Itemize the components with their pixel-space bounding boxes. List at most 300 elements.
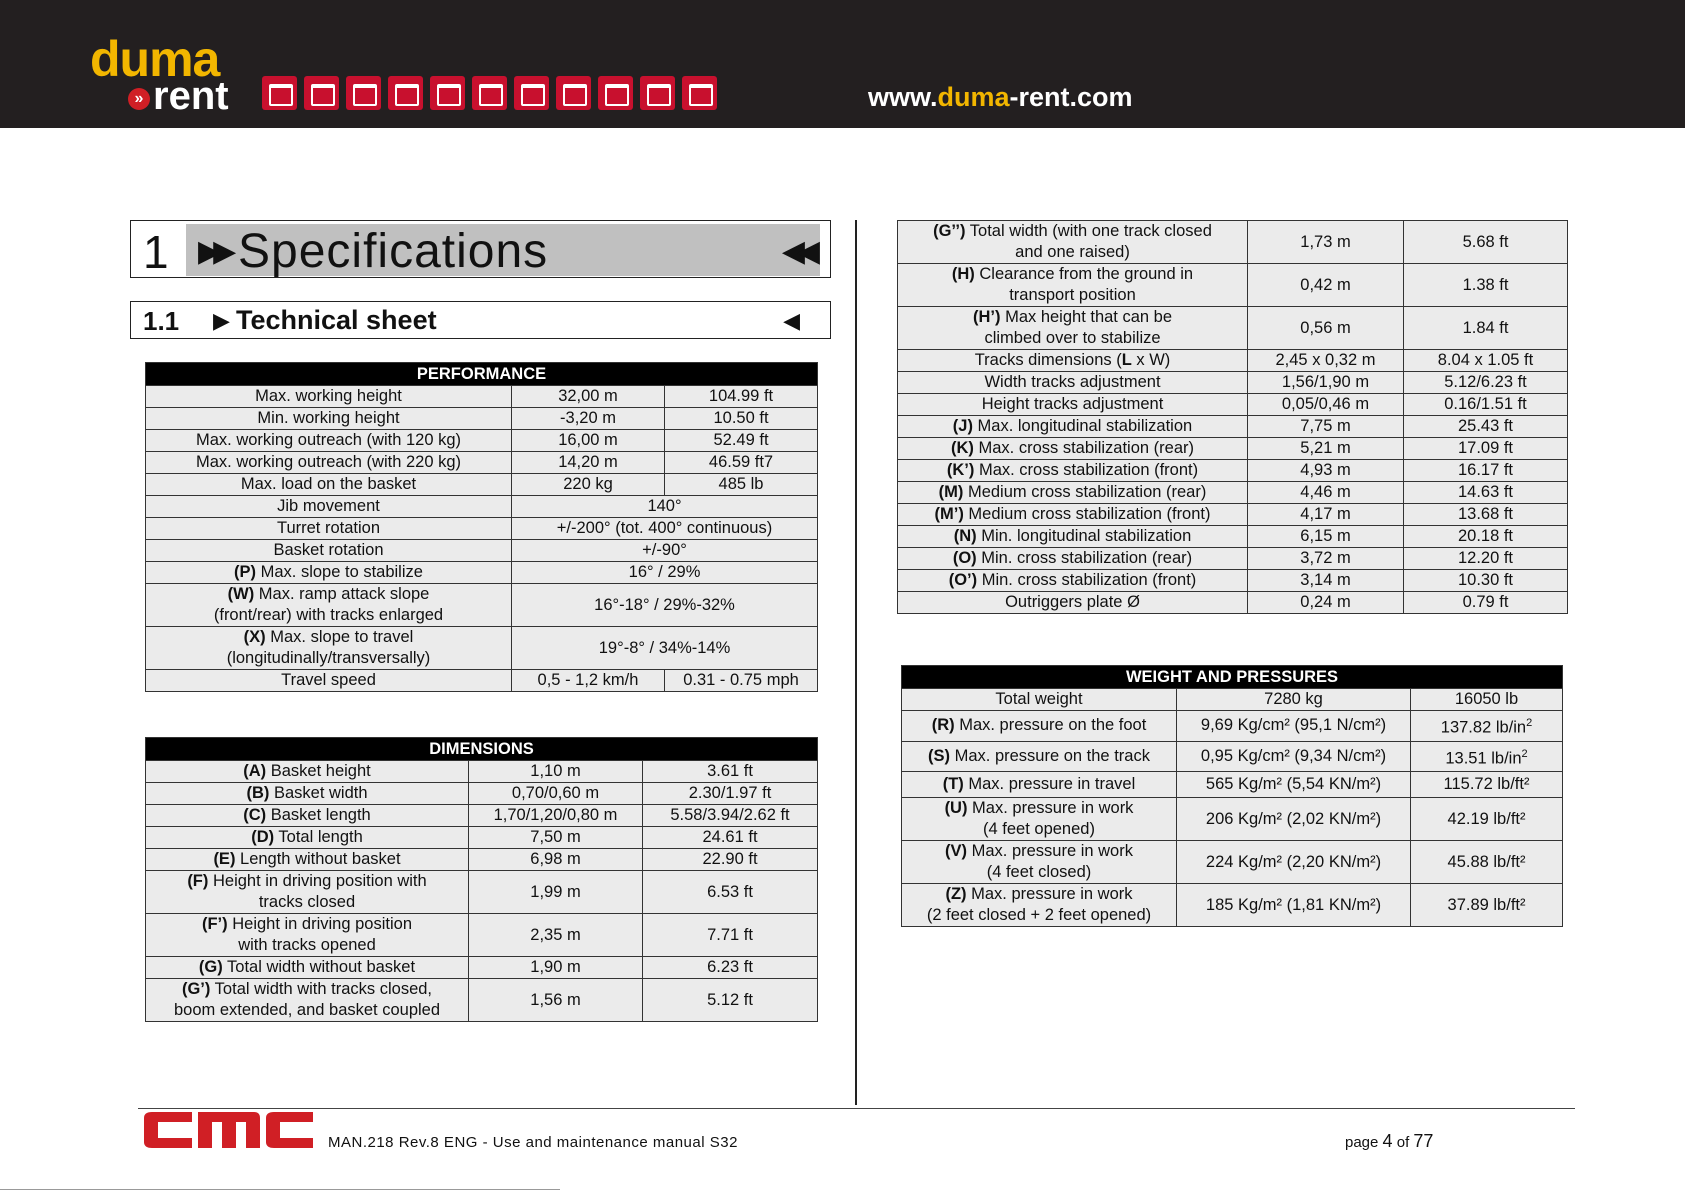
logo-duma-text: duma — [90, 31, 220, 87]
label-code: (B) — [246, 784, 270, 802]
table-row — [146, 540, 818, 562]
imperial-value: 24.61 ft — [643, 827, 818, 849]
trailer-lift-icon — [682, 76, 717, 110]
label-code: (W) — [227, 585, 255, 603]
label-text: Height tracks adjustment — [981, 395, 1164, 413]
metric-value: 1,56 m — [469, 979, 643, 1022]
merged-value: +/-90° — [512, 540, 818, 562]
order-picker-icon — [304, 76, 339, 110]
table-row — [146, 386, 818, 408]
header-bar — [0, 0, 1685, 128]
label-code: (K’) — [946, 461, 975, 479]
imperial-value: 45.88 lb/ft² — [1411, 841, 1563, 884]
label-text: Total width without basket — [222, 958, 416, 976]
label-code: (X) — [243, 628, 266, 646]
row-label — [898, 394, 1248, 416]
merged-value: 140° — [512, 496, 818, 518]
subsection-label: Technical sheet — [236, 305, 437, 335]
label-text: Height in driving position with — [208, 872, 427, 890]
label-code: (J) — [952, 417, 973, 435]
row-label — [146, 430, 512, 452]
dimensions-continued-table — [897, 220, 1568, 614]
page-word: page — [1345, 1134, 1383, 1151]
logo-rent-text: rent — [153, 74, 229, 118]
row-label — [902, 711, 1177, 742]
imperial-value: 13.68 ft — [1404, 504, 1568, 526]
metric-value: 7,50 m — [469, 827, 643, 849]
forward-arrows-icon: ▶▶ — [198, 235, 229, 268]
row-label — [146, 496, 512, 518]
metric-value: 0,5 - 1,2 km/h — [512, 670, 665, 692]
table-row — [146, 805, 818, 827]
merged-value: +/-200° (tot. 400° continuous) — [512, 518, 818, 540]
imperial-value: 10.30 ft — [1404, 570, 1568, 592]
metric-value: 4,17 m — [1248, 504, 1404, 526]
label-code: (P) — [234, 563, 257, 581]
telehandler-icon — [598, 76, 633, 110]
section-number: 1 — [143, 226, 169, 278]
scissor-lift-icon — [346, 76, 381, 110]
label-text: (front/rear) with tracks enlarged — [213, 606, 444, 624]
imperial-value: 17.09 ft — [1404, 438, 1568, 460]
imperial-value: 104.99 ft — [665, 386, 818, 408]
label-code: (E) — [213, 850, 236, 868]
row-label: Total weight — [902, 689, 1177, 711]
label-text: Max. pressure in work — [967, 842, 1133, 860]
table-row — [898, 570, 1568, 592]
label-text: tracks closed — [258, 893, 356, 911]
label-text: Length without basket — [235, 850, 401, 868]
row-label — [146, 540, 512, 562]
row-label: Travel speed — [146, 670, 512, 692]
row-label — [898, 592, 1248, 614]
row-label — [146, 783, 469, 805]
label-text: climbed over to stabilize — [984, 329, 1161, 347]
row-label — [146, 914, 469, 957]
metric-value: 0,70/0,60 m — [469, 783, 643, 805]
imperial-value: 5.68 ft — [1404, 221, 1568, 264]
metric-value: 206 Kg/m² (2,02 KN/m²) — [1177, 798, 1411, 841]
label-text: Max. pressure in work — [966, 885, 1133, 903]
row-label — [902, 741, 1177, 772]
label-text: Max. ramp attack slope — [254, 585, 430, 603]
dimensions-heading: DIMENSIONS — [146, 738, 818, 761]
website-brand: duma — [937, 82, 1010, 112]
imperial-value: 52.49 ft — [665, 430, 818, 452]
table-row — [146, 849, 818, 871]
back-arrow-icon[interactable]: ◀ — [783, 308, 800, 333]
label-text: Tracks dimensions ( — [974, 351, 1122, 369]
row-label — [146, 408, 512, 430]
tracked-lift-icon — [556, 76, 591, 110]
imperial-value: 5.12/6.23 ft — [1404, 372, 1568, 394]
label-text: Medium cross stabilization (front) — [963, 505, 1211, 523]
table-row — [146, 562, 818, 584]
table-row — [902, 711, 1563, 742]
row-label — [898, 504, 1248, 526]
imperial-value: 16.17 ft — [1404, 460, 1568, 482]
table-row — [898, 350, 1568, 372]
imperial-value: 16050 lb — [1411, 689, 1563, 711]
label-text: Min. longitudinal stabilization — [976, 527, 1192, 545]
label-code: (H) — [951, 265, 975, 283]
label-text: Turret rotation — [276, 519, 380, 537]
label-code: (K) — [951, 439, 974, 457]
label-code: (S) — [928, 746, 951, 765]
table-row — [146, 914, 818, 957]
excavator-icon — [430, 76, 465, 110]
label-code: (O) — [952, 549, 977, 567]
label-code: (Z) — [945, 885, 967, 903]
imperial-value: 5.12 ft — [643, 979, 818, 1022]
row-label — [146, 518, 512, 540]
cmc-logo-icon — [142, 1110, 315, 1150]
table-row — [146, 627, 818, 670]
label-text: Max. working outreach (with 120 kg) — [195, 431, 462, 449]
table-row — [146, 827, 818, 849]
table-row — [898, 504, 1568, 526]
imperial-value: 6.23 ft — [643, 957, 818, 979]
row-label — [146, 474, 512, 496]
label-text: Min. working height — [257, 409, 400, 427]
row-label — [146, 584, 512, 627]
back-arrows-icon[interactable]: ◀◀ — [781, 235, 812, 268]
column-divider — [855, 220, 857, 1105]
metric-value: 1,90 m — [469, 957, 643, 979]
metric-value: 4,46 m — [1248, 482, 1404, 504]
metric-value: 0,56 m — [1248, 307, 1404, 350]
label-text: (4 feet opened) — [983, 820, 1095, 838]
imperial-value — [1411, 741, 1563, 772]
metric-value: 0,95 Kg/cm² (9,34 N/cm²) — [1177, 741, 1411, 772]
label-code: (H’) — [972, 308, 1001, 326]
merged-value: 16°-18° / 29%-32% — [512, 584, 818, 627]
row-label — [902, 772, 1177, 798]
metric-value: 565 Kg/m² (5,54 KN/m²) — [1177, 772, 1411, 798]
weight-pressures-table — [901, 665, 1563, 927]
metric-value: 2,45 x 0,32 m — [1248, 350, 1404, 372]
row-label — [902, 841, 1177, 884]
label-text: Total length — [274, 828, 363, 846]
label-text: Max. cross stabilization (front) — [974, 461, 1199, 479]
label-text: Basket height — [266, 762, 371, 780]
metric-value: 1,73 m — [1248, 221, 1404, 264]
row-label — [146, 849, 469, 871]
metric-value: 3,14 m — [1248, 570, 1404, 592]
performance-table — [145, 362, 818, 692]
table-row — [146, 871, 818, 914]
label-text: (longitudinally/transversally) — [226, 649, 431, 667]
logo-arrow-icon: » — [128, 88, 150, 110]
metric-value: 6,98 m — [469, 849, 643, 871]
table-row — [902, 689, 1563, 711]
label-text: Max. working height — [255, 387, 402, 405]
table-row — [902, 772, 1563, 798]
label-code: L — [1121, 351, 1132, 369]
table-row — [146, 408, 818, 430]
label-text: Medium cross stabilization (rear) — [963, 483, 1207, 501]
table-row — [898, 264, 1568, 307]
metric-value: 6,15 m — [1248, 526, 1404, 548]
label-text: boom extended, and basket coupled — [173, 1001, 441, 1019]
crane-icon — [640, 76, 675, 110]
label-text: Max. pressure in work — [967, 799, 1134, 817]
metric-value: 3,72 m — [1248, 548, 1404, 570]
table-row — [898, 482, 1568, 504]
machine-icons — [262, 76, 717, 110]
row-label — [898, 221, 1248, 264]
imperial-value: 10.50 ft — [665, 408, 818, 430]
label-text: Basket width — [269, 784, 368, 802]
imperial-value: 2.30/1.97 ft — [643, 783, 818, 805]
spider-lift-icon — [472, 76, 507, 110]
imperial-value: 0.79 ft — [1404, 592, 1568, 614]
of-word: of — [1392, 1134, 1414, 1151]
table-row — [146, 783, 818, 805]
table-row — [146, 474, 818, 496]
imperial-value: 1.38 ft — [1404, 264, 1568, 307]
row-label — [898, 438, 1248, 460]
label-code: (G) — [198, 958, 223, 976]
superscript: 2 — [1526, 717, 1533, 729]
row-label — [898, 264, 1248, 307]
truck-platform-icon — [514, 76, 549, 110]
metric-value: 1,56/1,90 m — [1248, 372, 1404, 394]
row-label — [902, 798, 1177, 841]
row-label — [902, 884, 1177, 927]
imperial-value: 22.90 ft — [643, 849, 818, 871]
row-label — [146, 386, 512, 408]
imperial-value: 6.53 ft — [643, 871, 818, 914]
label-text: Max. pressure on the foot — [954, 716, 1147, 735]
metric-value: 4,93 m — [1248, 460, 1404, 482]
row-label — [898, 570, 1248, 592]
table-row — [146, 430, 818, 452]
section-band — [186, 224, 820, 276]
label-text: Total width with tracks closed, — [210, 980, 433, 998]
boom-lift-icon — [388, 76, 423, 110]
table-row — [898, 416, 1568, 438]
row-label — [146, 627, 512, 670]
label-text: Min. cross stabilization (rear) — [976, 549, 1193, 567]
row-label — [146, 562, 512, 584]
imperial-value: 46.59 ft7 — [665, 452, 818, 474]
label-code: (G’) — [181, 980, 211, 998]
page-number: 4 — [1382, 1131, 1393, 1151]
table-row — [146, 518, 818, 540]
table-row — [898, 372, 1568, 394]
forward-arrow-icon: ▶ — [213, 308, 230, 333]
forklift-icon — [262, 76, 297, 110]
label-text: Min. cross stabilization (front) — [977, 571, 1197, 589]
imperial-value: 25.43 ft — [1404, 416, 1568, 438]
imperial-value: 0.31 - 0.75 mph — [665, 670, 818, 692]
label-text: Max. pressure in travel — [963, 775, 1136, 793]
imperial-text: 13.51 lb/in — [1445, 749, 1522, 767]
metric-value: 2,35 m — [469, 914, 643, 957]
row-label — [898, 460, 1248, 482]
metric-value: 0,24 m — [1248, 592, 1404, 614]
label-text: Max. cross stabilization (rear) — [973, 439, 1194, 457]
metric-value: 185 Kg/m² (1,81 KN/m²) — [1177, 884, 1411, 927]
metric-value: 14,20 m — [512, 452, 665, 474]
label-text: with tracks opened — [238, 936, 376, 954]
subsection-title — [130, 301, 831, 339]
metric-value: 1,10 m — [469, 761, 643, 783]
label-code: (D) — [251, 828, 275, 846]
row-label — [146, 761, 469, 783]
row-label — [898, 372, 1248, 394]
merged-value: 19°-8° / 34%-14% — [512, 627, 818, 670]
row-label — [146, 827, 469, 849]
bottom-rule — [0, 1189, 560, 1190]
label-code: (M’) — [934, 505, 964, 523]
metric-value: 224 Kg/m² (2,20 KN/m²) — [1177, 841, 1411, 884]
subsection-number: 1.1 — [143, 306, 180, 336]
metric-value: 7280 kg — [1177, 689, 1411, 711]
label-code: (V) — [945, 842, 968, 860]
metric-value: 32,00 m — [512, 386, 665, 408]
metric-value: 1,99 m — [469, 871, 643, 914]
label-text: Basket length — [266, 806, 371, 824]
row-label — [146, 805, 469, 827]
label-text: Jib movement — [277, 497, 380, 515]
label-text: Max. load on the basket — [240, 475, 417, 493]
table-row — [902, 798, 1563, 841]
weight-heading: WEIGHT AND PRESSURES — [902, 666, 1563, 689]
label-code: (T) — [942, 775, 964, 793]
label-text: Max. longitudinal stabilization — [972, 417, 1193, 435]
row-label — [898, 482, 1248, 504]
metric-value: 1,70/1,20/0,80 m — [469, 805, 643, 827]
label-text: (2 feet closed + 2 feet opened) — [926, 906, 1152, 924]
label-text: Total width (with one track closed — [965, 222, 1212, 240]
label-text: Max height that can be — [1000, 308, 1173, 326]
label-code: (F) — [187, 872, 209, 890]
label-text: Outriggers plate Ø — [1005, 593, 1140, 611]
footer-rule — [138, 1108, 1575, 1109]
imperial-value: 5.58/3.94/2.62 ft — [643, 805, 818, 827]
table-row — [146, 670, 818, 692]
label-text: Basket rotation — [273, 541, 384, 559]
row-label — [898, 307, 1248, 350]
imperial-value: 3.61 ft — [643, 761, 818, 783]
imperial-value: 14.63 ft — [1404, 482, 1568, 504]
row-label — [898, 350, 1248, 372]
manual-reference: MAN.218 Rev.8 ENG - Use and maintenance manual S32 — [328, 1134, 738, 1151]
label-text: and one raised) — [1015, 243, 1130, 261]
row-label — [146, 957, 469, 979]
imperial-value: 1.84 ft — [1404, 307, 1568, 350]
label-text: x W) — [1131, 351, 1171, 369]
table-row — [146, 957, 818, 979]
metric-value: 0,42 m — [1248, 264, 1404, 307]
label-code: (N) — [953, 527, 977, 545]
label-text: Height in driving position — [227, 915, 412, 933]
label-code: (M) — [938, 483, 964, 501]
imperial-text: 137.82 lb/in — [1440, 718, 1527, 737]
section-label: Specifications — [238, 225, 549, 278]
metric-value: 9,69 Kg/cm² (95,1 N/cm²) — [1177, 711, 1411, 742]
table-row — [898, 592, 1568, 614]
website-prefix: www. — [868, 82, 938, 112]
label-text: transport position — [1009, 286, 1136, 304]
table-row — [146, 496, 818, 518]
label-code: (F’) — [201, 915, 228, 933]
row-label — [898, 526, 1248, 548]
section-title — [130, 220, 831, 278]
row-label — [146, 979, 469, 1022]
row-label — [898, 416, 1248, 438]
table-row — [898, 221, 1568, 264]
metric-value: 220 kg — [512, 474, 665, 496]
label-text: Width tracks adjustment — [984, 373, 1161, 391]
label-text: Max. pressure on the track — [950, 746, 1150, 765]
label-text: (4 feet closed) — [986, 863, 1092, 881]
imperial-value: 20.18 ft — [1404, 526, 1568, 548]
row-label — [898, 548, 1248, 570]
superscript: 2 — [1521, 747, 1528, 760]
imperial-value: 115.72 lb/ft² — [1411, 772, 1563, 798]
metric-value: 5,21 m — [1248, 438, 1404, 460]
page-indicator — [1345, 1131, 1433, 1152]
label-code: (R) — [931, 716, 955, 735]
table-row — [898, 307, 1568, 350]
performance-heading: PERFORMANCE — [146, 363, 818, 386]
website-suffix: -rent.com — [1009, 82, 1133, 112]
table-row — [898, 438, 1568, 460]
metric-value: 7,75 m — [1248, 416, 1404, 438]
metric-value: 16,00 m — [512, 430, 665, 452]
label-code: (A) — [243, 762, 267, 780]
label-text: Max. working outreach (with 220 kg) — [195, 453, 462, 471]
row-label — [146, 452, 512, 474]
metric-value: -3,20 m — [512, 408, 665, 430]
imperial-value: 7.71 ft — [643, 914, 818, 957]
table-row — [898, 548, 1568, 570]
total-pages: 77 — [1413, 1131, 1434, 1151]
label-code: (G’’) — [933, 222, 966, 240]
label-code: (U) — [944, 799, 968, 817]
imperial-value: 42.19 lb/ft² — [1411, 798, 1563, 841]
metric-value: 0,05/0,46 m — [1248, 394, 1404, 416]
label-text: Max. slope to stabilize — [256, 563, 423, 581]
table-row — [902, 741, 1563, 772]
table-row — [902, 884, 1563, 927]
table-row — [146, 584, 818, 627]
row-label — [146, 871, 469, 914]
imperial-value: 0.16/1.51 ft — [1404, 394, 1568, 416]
label-code: (C) — [243, 806, 267, 824]
table-row — [898, 526, 1568, 548]
imperial-value: 8.04 x 1.05 ft — [1404, 350, 1568, 372]
table-row — [902, 841, 1563, 884]
table-row — [146, 452, 818, 474]
website-link[interactable] — [868, 82, 1133, 113]
imperial-value — [1411, 711, 1563, 742]
label-code: (O’) — [948, 571, 978, 589]
imperial-value: 12.20 ft — [1404, 548, 1568, 570]
imperial-value: 485 lb — [665, 474, 818, 496]
table-row — [898, 394, 1568, 416]
table-row — [898, 460, 1568, 482]
label-text: Clearance from the ground in — [974, 265, 1194, 283]
imperial-value: 37.89 lb/ft² — [1411, 884, 1563, 927]
merged-value: 16° / 29% — [512, 562, 818, 584]
dimensions-table — [145, 737, 818, 1022]
label-text: Max. slope to travel — [265, 628, 414, 646]
table-row — [146, 979, 818, 1022]
